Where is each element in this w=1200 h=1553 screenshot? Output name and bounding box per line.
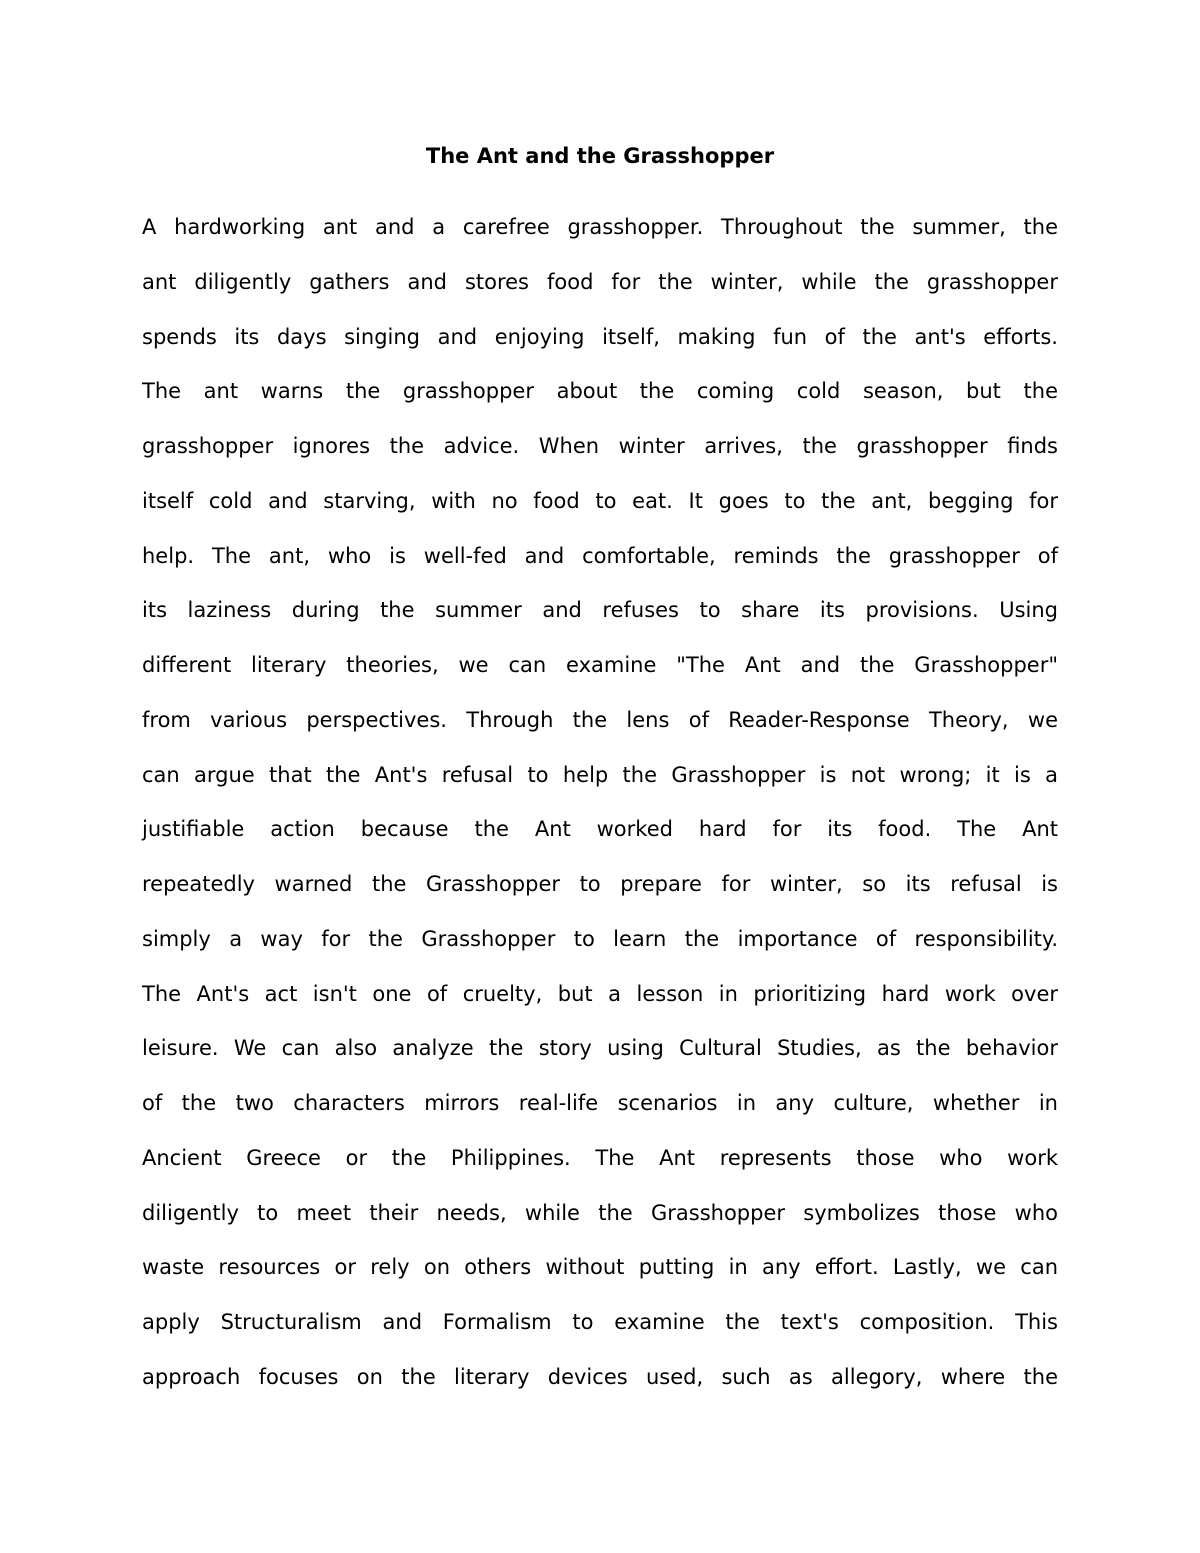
- text-line: help. The ant, who is well-fed and comfortable, reminds the grasshopper of: [142, 543, 1058, 568]
- text-line: itself cold and starving, with no food to eat. It goes to the ant, begging for: [142, 488, 1058, 513]
- text-line: can argue that the Ant's refusal to help the Grasshopper is not wrong; it is a: [142, 762, 1058, 787]
- text-line: waste resources or rely on others without putting in any effort. Lastly, we can: [142, 1255, 1058, 1280]
- text-line: simply a way for the Grasshopper to learn the importance of responsibility.: [142, 926, 1058, 951]
- text-line: approach focuses on the literary devices used, such as allegory, where the: [142, 1364, 1058, 1389]
- text-line: The ant warns the grasshopper about the coming cold season, but the: [142, 379, 1058, 404]
- document-title: The Ant and the Grasshopper: [425, 144, 775, 168]
- text-line: The Ant's act isn't one of cruelty, but a lesson in prioritizing hard work over: [142, 981, 1058, 1006]
- text-line: from various perspectives. Through the lens of Reader-Response Theory, we: [142, 707, 1058, 732]
- text-line: diligently to meet their needs, while the Grasshopper symbolizes those who: [142, 1200, 1058, 1225]
- text-line: justifiable action because the Ant worked hard for its food. The Ant: [142, 817, 1058, 842]
- text-line: spends its days singing and enjoying itself, making fun of the ant's efforts.: [142, 324, 1058, 349]
- text-line: different literary theories, we can examine "The Ant and the Grasshopper": [142, 653, 1058, 677]
- text-line: grasshopper ignores the advice. When winter arrives, the grasshopper finds: [142, 434, 1058, 458]
- text-line: apply Structuralism and Formalism to examine the text's composition. This: [142, 1310, 1058, 1334]
- text-line: ant diligently gathers and stores food for the winter, while the grasshopper: [142, 269, 1058, 294]
- text-line: Ancient Greece or the Philippines. The Ant represents those who work: [142, 1145, 1058, 1170]
- text-line: of the two characters mirrors real-life scenarios in any culture, whether in: [142, 1091, 1058, 1115]
- text-line: repeatedly warned the Grasshopper to prepare for winter, so its refusal is: [142, 872, 1058, 896]
- text-line: A hardworking ant and a carefree grasshopper. Throughout the summer, the: [142, 215, 1058, 239]
- body-paragraph: [142, 209, 1058, 1414]
- text-line: leisure. We can also analyze the story using Cultural Studies, as the behavior: [142, 1036, 1058, 1061]
- text-line: its laziness during the summer and refuses to share its provisions. Using: [142, 598, 1058, 623]
